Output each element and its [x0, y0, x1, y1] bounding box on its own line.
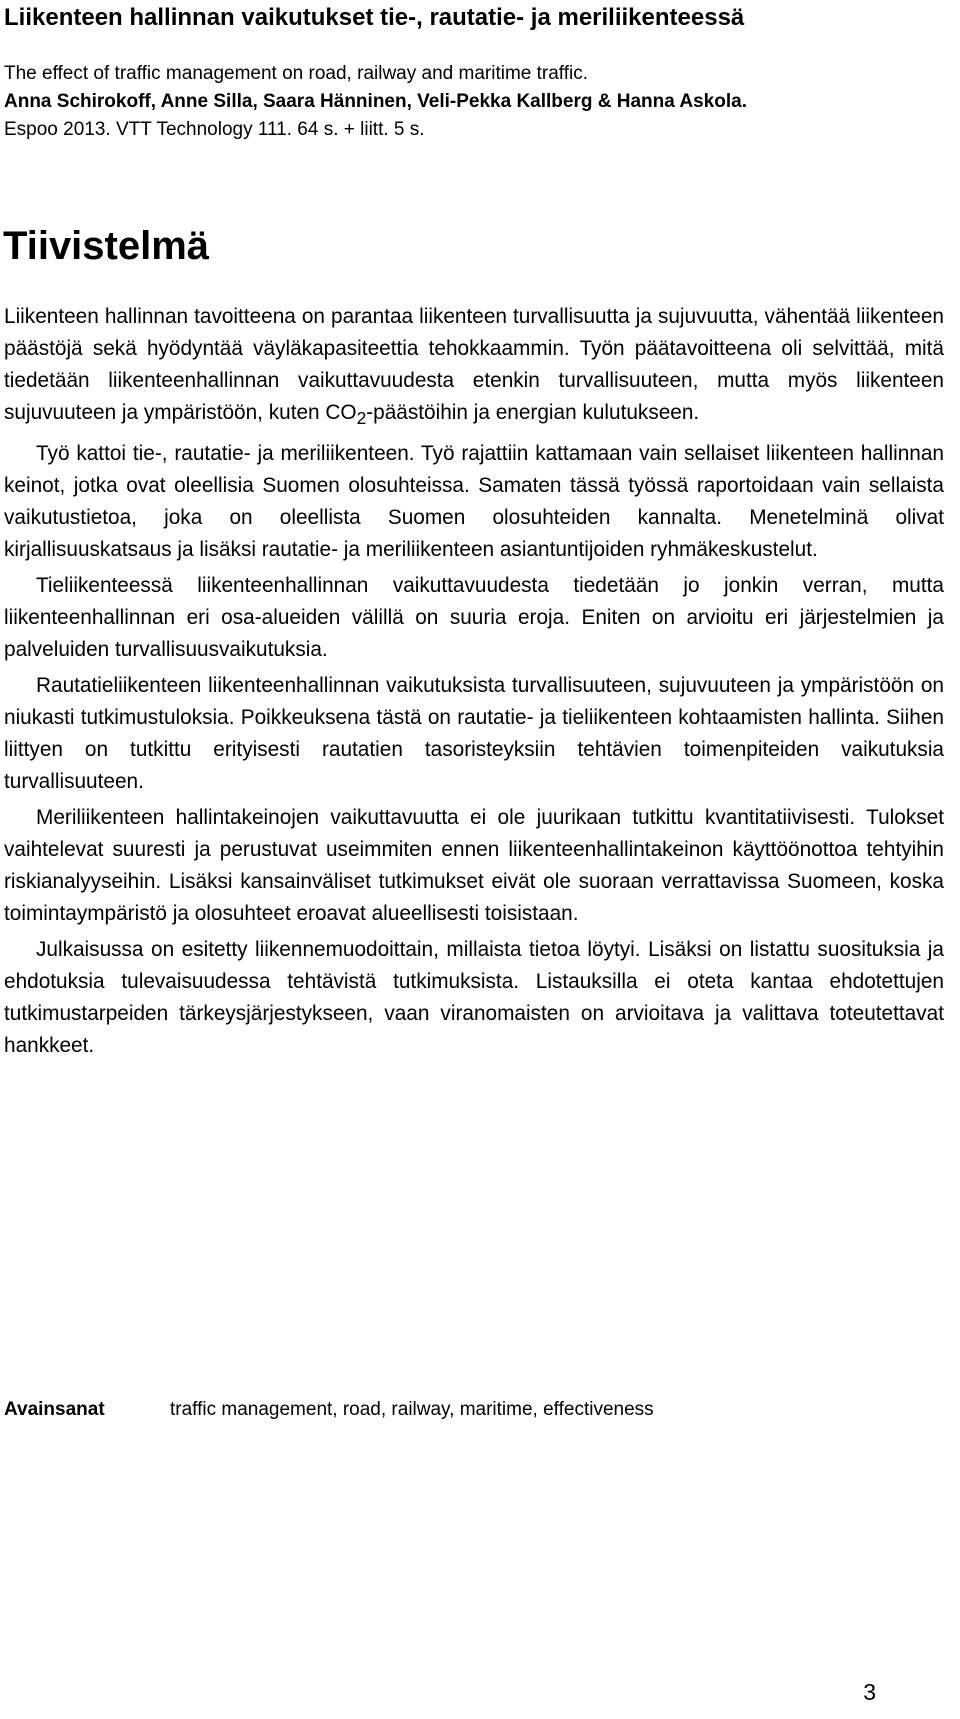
abstract-paragraph-5: Meriliikenteen hallintakeinojen vaikuttavuutta ei ole juurikaan tutkittu kvantitatiivisesti. Tulokset vaihtelevat suuresti ja perustuvat useimmiten ennen liikenteenhallintakeinon käyttöönottoa tehtyihin riskianalyyseihin. Lisäksi kansainväliset tutkimukset eivät ole suoraan verrattavissa Suomeen, koska toimintaympäristö ja olosuhteet eroavat alueellisesti toisistaan. [4, 806, 944, 926]
keywords-row [4, 1396, 944, 1424]
publication-info: Espoo 2013. VTT Technology 111. 64 s. + liitt. 5 s. [4, 119, 425, 140]
abstract-body [4, 301, 944, 1066]
abstract-paragraph-6: Julkaisussa on esitetty liikennemuodoittain, millaista tietoa löytyi. Lisäksi on listattu suosituksia ja ehdotuksia tulevaisuudessa tehtävistä tutkimuksista. Listauksilla ei oteta kantaa ehdotettujen tutkimustarpeiden tärkeysjärjestykseen, vaan viranomaisten on arvioitava ja valittava toteutettavat hankkeet. [4, 938, 944, 1058]
abstract-paragraph-2: Työ kattoi tie-, rautatie- ja meriliikenteen. Työ rajattiin kattamaan vain sellaiset liikenteen hallinnan keinot, jotka ovat oleellisia Suomen olosuhteissa. Samaten tässä työssä raportoidaan vain sellaista vaikutustietoa, joka on oleellista Suomen olosuhteiden kannalta. Menetelminä olivat kirjallisuuskatsaus ja lisäksi rautatie- ja meriliikenteen asiantuntijoiden ryhmäkeskustelut. [4, 442, 944, 562]
keywords-value: traffic management, road, railway, maritime, effectiveness [170, 1399, 654, 1420]
abstract-paragraph-1 [4, 301, 944, 434]
page-number: 3 [863, 1679, 876, 1705]
abstract-paragraph-1-text: Liikenteen hallinnan tavoitteena on parantaa liikenteen turvallisuutta ja sujuvuutta, vähentää liikenteen päästöjä sekä hyödyntää väyläkapasiteettia tehokkaammin. Työn päätavoitteena oli selvittää, mitä tiedetään liikenteenhallinnan vaikuttavuudesta etenkin turvallisuuteen, mutta myös liikenteen sujuvuuteen ja ympäristöön, kuten CO [4, 305, 944, 424]
abstract-paragraph-4: Rautatieliikenteen liikenteenhallinnan vaikutuksista turvallisuuteen, sujuvuuteen ja ympäristöön on niukasti tutkimustuloksia. Poikkeuksena tästä on rautatie- ja tieliikenteen kohtaamisten hallinta. Siihen liittyen on tutkittu erityisesti rautatien tasoristeyksiin tehtävien toimenpiteiden vaikutuksia turvallisuuteen. [4, 674, 944, 794]
keywords-label: Avainsanat [4, 1399, 105, 1420]
author-list: Anna Schirokoff, Anne Silla, Saara Hänninen, Veli-Pekka Kallberg & Hanna Askola. [4, 91, 747, 112]
co2-subscript: 2 [356, 408, 367, 429]
section-heading: Tiivistelmä [3, 224, 210, 268]
citation-block [4, 60, 944, 144]
abstract-paragraph-3: Tieliikenteessä liikenteenhallinnan vaikuttavuudesta tiedetään jo jonkin verran, mutta liikenteenhallinnan eri osa-alueiden välillä on suuria eroja. Eniten on arvioitu eri järjestelmien ja palveluiden turvallisuusvaikutuksia. [4, 574, 944, 662]
abstract-paragraph-1-tail: -päästöihin ja energian kulutukseen. [366, 401, 700, 424]
english-title: The effect of traffic management on road, railway and maritime traffic. [4, 63, 588, 84]
document-title: Liikenteen hallinnan vaikutukset tie-, rautatie- ja meriliikenteessä [4, 4, 745, 31]
